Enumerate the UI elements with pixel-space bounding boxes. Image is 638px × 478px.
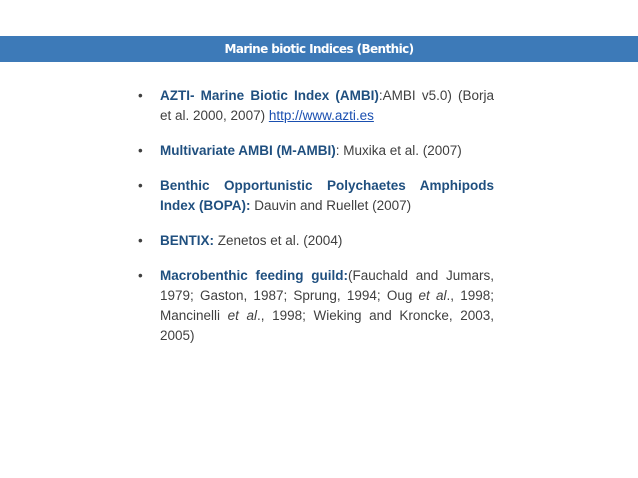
index-description-italic: et al <box>227 308 258 323</box>
list-item <box>138 266 494 346</box>
index-name: Benthic Opportunistic Polychaetes Amphipods Index (BOPA): <box>160 178 494 213</box>
index-name: Macrobenthic feeding guild: <box>160 268 348 283</box>
index-name: BENTIX: <box>160 233 214 248</box>
bullet-icon: • <box>138 88 143 103</box>
bullet-icon: • <box>138 233 143 248</box>
index-description: ., 1998; Mancinelli <box>160 288 494 323</box>
index-description: :AMBI v5.0) (Borja et al. 2000, 2007) <box>160 88 495 123</box>
index-description: Zenetos et al. (2004) <box>214 233 343 248</box>
azti-link[interactable]: http://www.azti.es <box>268 108 374 123</box>
list-item <box>138 231 494 251</box>
bullet-icon: • <box>138 178 143 193</box>
title-bar <box>0 36 638 62</box>
list-item <box>138 141 494 161</box>
bullet-list <box>138 86 494 361</box>
index-description-italic: et al <box>418 288 447 303</box>
index-description: (Fauchald and Jumars, 1979; Gaston, 1987; Sprung, 1994; Oug <box>160 268 494 303</box>
index-description: : Muxika et al. (2007) <box>335 143 462 158</box>
index-name: Multivariate AMBI (M-AMBI) <box>160 143 336 158</box>
bullet-icon: • <box>138 268 143 283</box>
index-name: AZTI- Marine Biotic Index (AMBI) <box>160 88 379 103</box>
list-item <box>138 86 494 126</box>
page-title: Marine biotic Indices (Benthic) <box>224 42 414 56</box>
bullet-icon: • <box>138 143 143 158</box>
list-item <box>138 176 494 216</box>
index-description: ., 1998; Wieking and Kroncke, 2003, 2005) <box>160 308 494 343</box>
index-description: Dauvin and Ruellet (2007) <box>250 198 412 213</box>
